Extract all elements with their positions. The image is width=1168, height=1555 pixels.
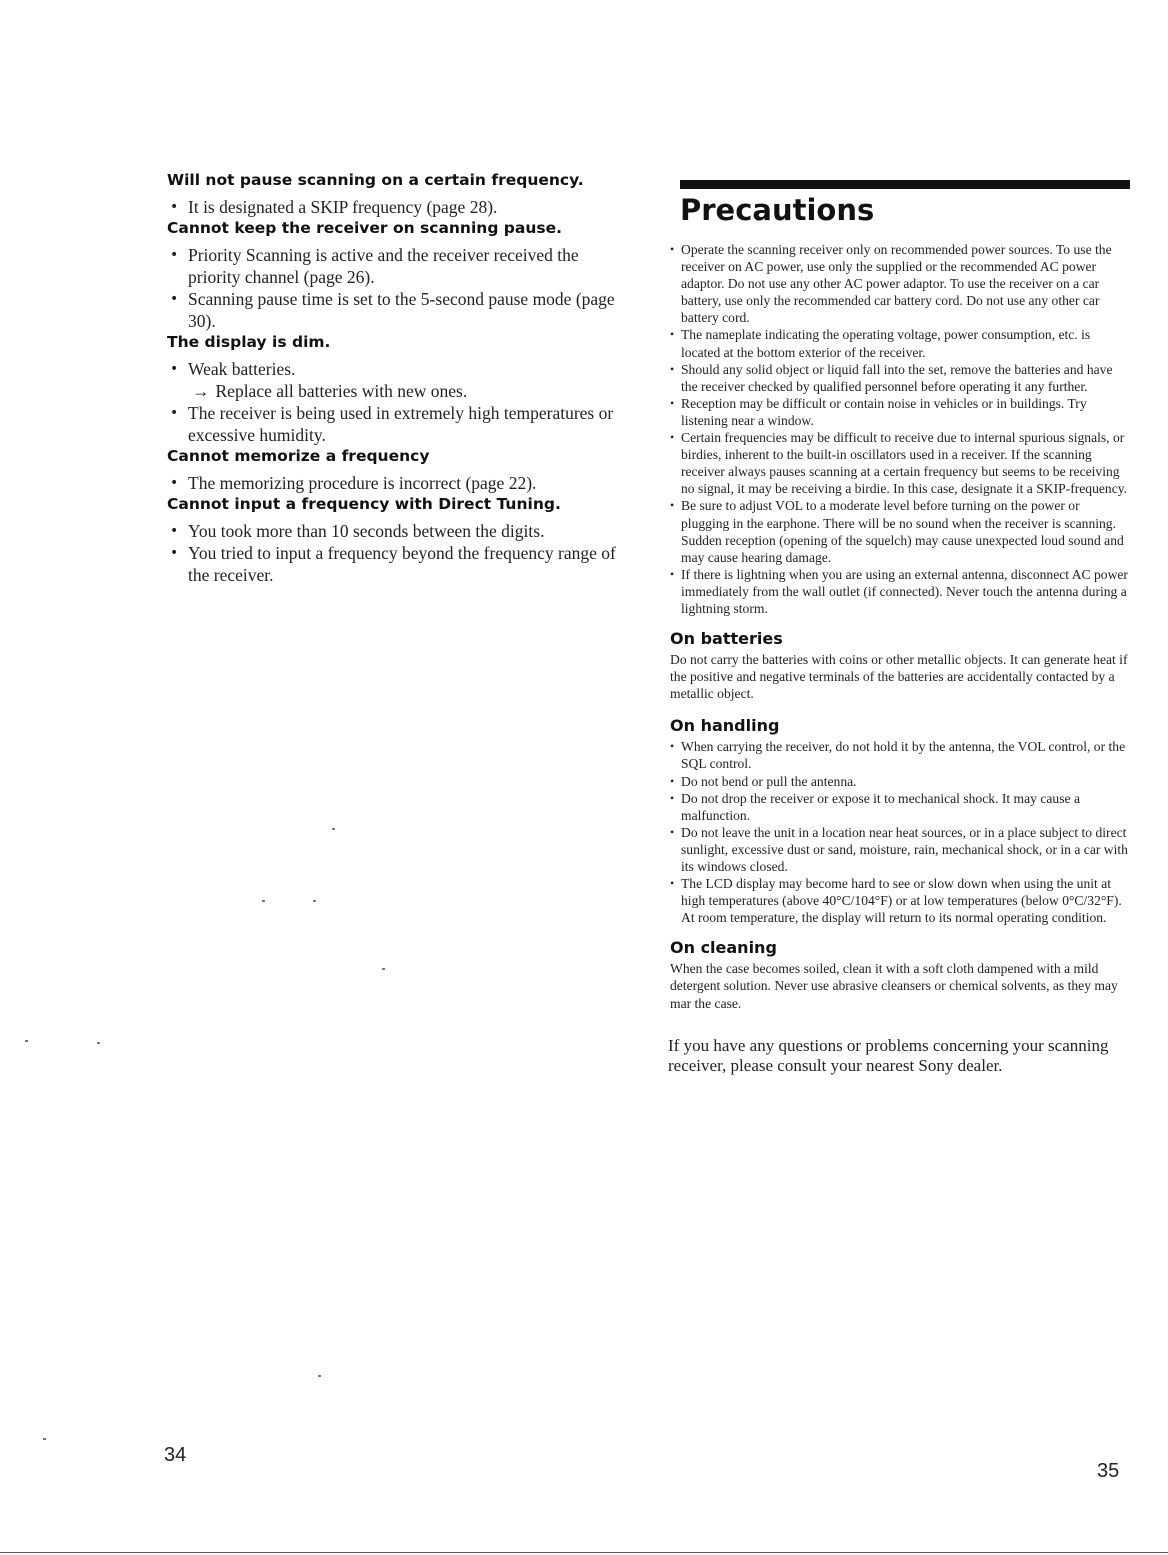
list-item: • Scanning pause time is set to the 5-second pause mode (page 30). — [164, 288, 634, 332]
cleaning-text: When the case becomes soiled, clean it with a soft cloth dampened with a mild detergent solution. Never use abrasive cleansers or chemical solvents, as they may mar the case. — [670, 961, 1118, 1011]
list-item: • Should any solid object or liquid fall into the set, remove the batteries and have the receiver checked by qualified personnel before operating it any further. — [668, 361, 1130, 395]
section-direct-tuning — [164, 494, 634, 586]
list-item: • When carrying the receiver, do not hold it by the antenna, the VOL control, or the SQL control. — [668, 738, 1130, 772]
list-item: • The memorizing procedure is incorrect (page 22). — [164, 472, 634, 494]
bullet-list — [164, 196, 634, 218]
list-item: • If there is lightning when you are using an external antenna, disconnect AC power immediately from the wall outlet (if connected). Never touch the antenna during a lightning storm. — [668, 566, 1130, 617]
list-item: • You tried to input a frequency beyond the frequency range of the receiver. — [164, 542, 634, 586]
list-item: • You took more than 10 seconds between the digits. — [164, 520, 634, 542]
section-memorize — [164, 446, 634, 494]
list-item: • The nameplate indicating the operating voltage, power consumption, etc. is located at the bottom exterior of the receiver. — [668, 326, 1130, 360]
list-item: • The LCD display may become hard to see or slow down when using the unit at high temperatures (above 40°C/104°F) or at low temperatures (below 0°C/32°F). At room temperature, the display will return to its normal operating condition. — [668, 875, 1130, 926]
handling-list — [668, 738, 1130, 926]
scan-speck — [332, 828, 335, 830]
page-number-right: 35 — [1097, 1460, 1120, 1482]
scan-speck — [262, 900, 265, 902]
list-item: • Reception may be difficult or contain noise in vehicles or in buildings. Try listening near a window. — [668, 395, 1130, 429]
list-item: • Do not leave the unit in a location near heat sources, or in a place subject to direct sunlight, excessive dust or sand, moisture, rain, mechanical shock, or in a car with its windows closed. — [668, 824, 1130, 875]
scan-speck — [43, 1438, 46, 1440]
list-subitem — [164, 380, 634, 402]
scan-speck — [313, 900, 316, 902]
title-rule — [680, 180, 1130, 189]
scan-speck — [97, 1042, 100, 1044]
section-heading: On handling — [670, 716, 780, 736]
list-item: • Operate the scanning receiver only on recommended power sources. To use the receiver on AC power, use only the supplied or the recommended AC power adaptor. Do not use any other AC power adaptor. To use the receiver on a car battery, use only the recommended car battery cord. Do not use any other car battery cord. — [668, 241, 1130, 326]
subitem-text: Replace all batteries with new ones. — [215, 381, 468, 401]
list-item: • Be sure to adjust VOL to a moderate level before turning on the power or plugging in the earphone. There will be no sound when the receiver is scanning. Sudden reception (opening of the squelch) may cause unexpected loud sound and may cause hearing damage. — [668, 497, 1130, 565]
page-edge — [0, 1552, 1168, 1553]
section-skip — [164, 170, 634, 218]
bullet-list — [164, 472, 634, 494]
section-heading: On batteries — [670, 629, 783, 649]
scan-speck — [382, 968, 385, 970]
troubleshooting-column — [164, 170, 634, 586]
list-item: • Priority Scanning is active and the receiver received the priority channel (page 26). — [164, 244, 634, 288]
list-item: • It is designated a SKIP frequency (page 28). — [164, 196, 634, 218]
section-heading: Cannot memorize a frequency — [167, 447, 430, 465]
list-item: • Do not drop the receiver or expose it to mechanical shock. It may cause a malfunction. — [668, 790, 1130, 824]
section-heading: Cannot keep the receiver on scanning pause. — [167, 219, 563, 237]
closing-note: If you have any questions or problems concerning your scanning receiver, please consult your nearest Sony dealer. — [668, 1035, 1109, 1075]
page-title: Precautions — [680, 193, 875, 227]
arrow-right-icon: → — [192, 381, 210, 401]
list-item: • Certain frequencies may be difficult to receive due to internal spurious signals, or birdies, inherent to the built-in oscillators used in a receiver. If the scanning receiver always pauses scanning at a certain frequency but seems to be receiving no signal, it may be receiving a birdie. In this case, designate it a SKIP-frequency. — [668, 429, 1130, 497]
precautions-list — [668, 241, 1130, 617]
section-scanning-pause — [164, 218, 634, 332]
section-heading: Will not pause scanning on a certain frequency. — [167, 171, 584, 189]
section-heading: On cleaning — [670, 938, 777, 958]
section-heading: Cannot input a frequency with Direct Tuning. — [167, 495, 561, 513]
list-item: • Weak batteries. — [164, 358, 634, 380]
scan-speck — [318, 1375, 321, 1377]
section-display-dim — [164, 332, 634, 446]
precautions-column — [668, 180, 1130, 1076]
bullet-list — [164, 520, 634, 586]
bullet-list — [164, 358, 634, 446]
list-item: • The receiver is being used in extremely high temperatures or excessive humidity. — [164, 402, 634, 446]
bullet-list — [164, 244, 634, 332]
list-item: • Do not bend or pull the antenna. — [668, 773, 1130, 790]
page-number-left: 34 — [164, 1444, 187, 1466]
section-heading: The display is dim. — [167, 333, 331, 351]
scan-speck — [25, 1040, 28, 1042]
batteries-text: Do not carry the batteries with coins or other metallic objects. It can generate heat if the positive and negative terminals of the batteries are accidentally contacted by a metallic object. — [670, 652, 1128, 702]
